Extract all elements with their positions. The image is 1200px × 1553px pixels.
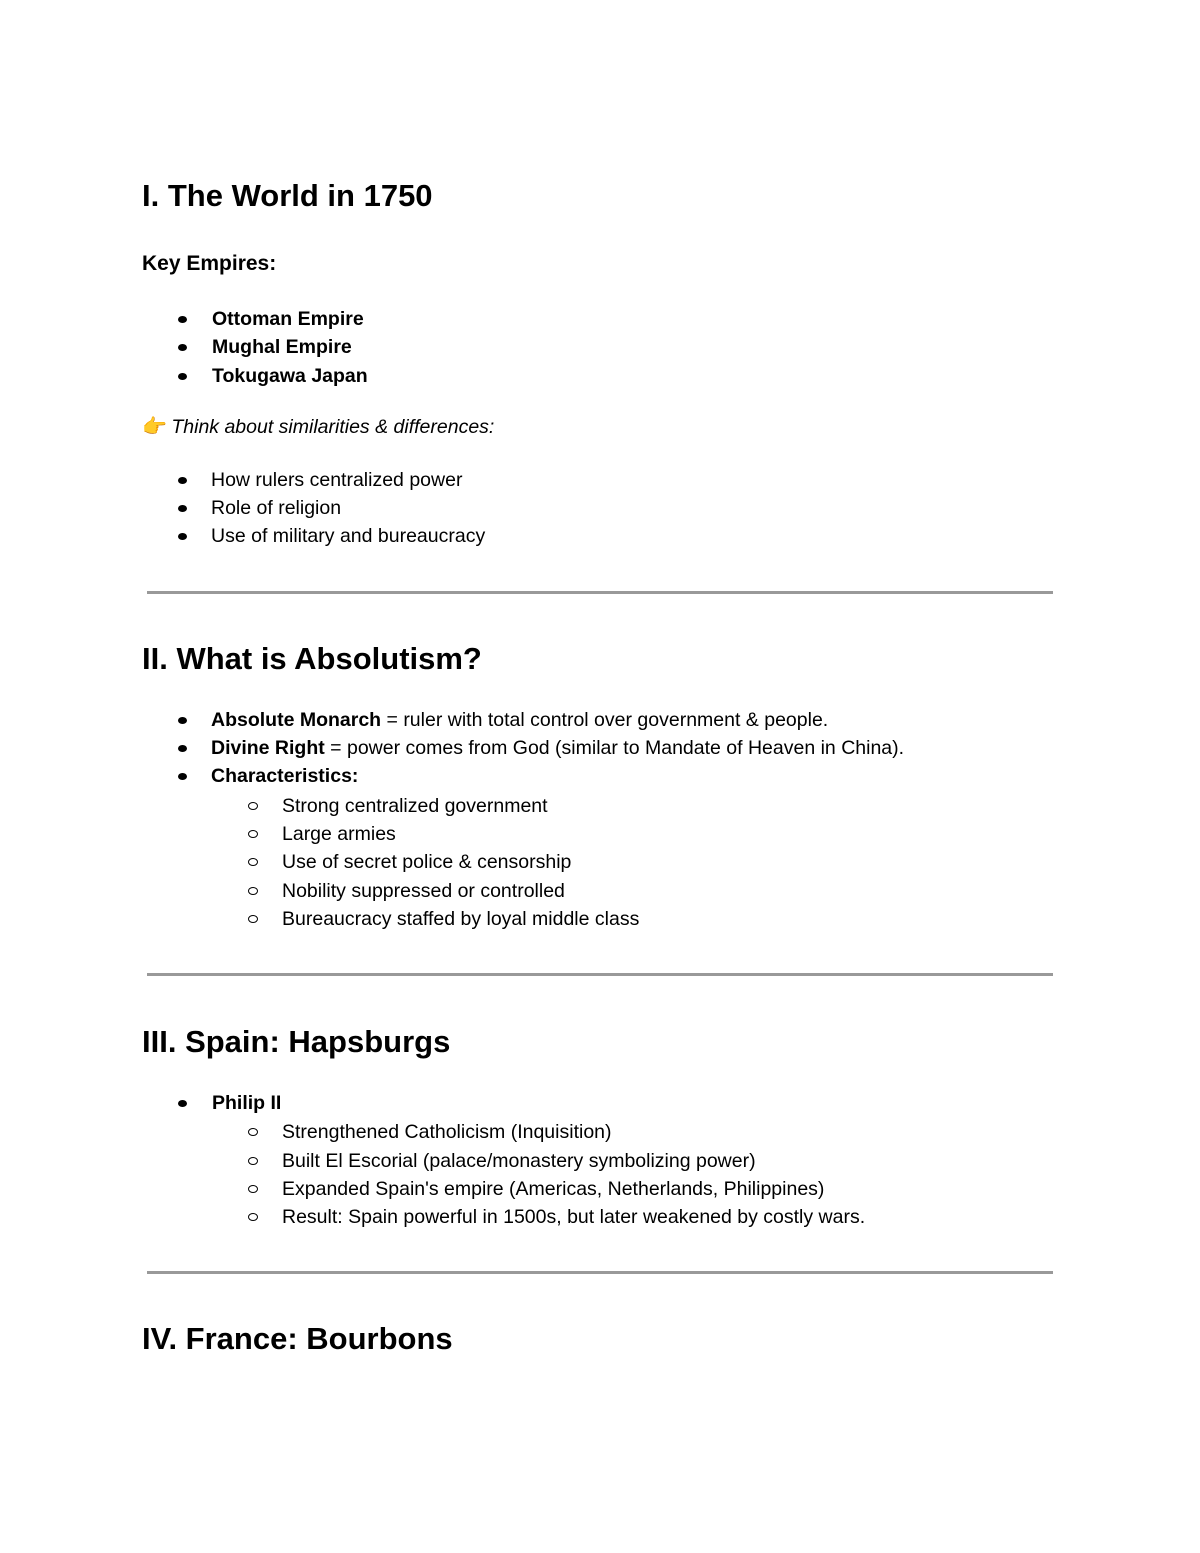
list-item: Tokugawa Japan xyxy=(212,365,368,387)
bullet-circle xyxy=(248,1128,258,1136)
list-item: Large armies xyxy=(282,823,396,845)
key-empires-subhead: Key Empires: xyxy=(142,252,277,275)
section-3-title: III. Spain: Hapsburgs xyxy=(142,1024,451,1059)
bullet-disc xyxy=(178,316,187,323)
bullet-disc xyxy=(178,477,187,484)
bullet-disc xyxy=(178,745,187,752)
bullet-circle xyxy=(248,1185,258,1193)
bullet-disc xyxy=(178,373,187,380)
term: Characteristics: xyxy=(211,765,359,787)
list-item: Result: Spain powerful in 1500s, but later weakened by costly wars. xyxy=(282,1206,866,1228)
bullet-circle xyxy=(248,887,258,895)
bullet-circle xyxy=(248,1213,258,1221)
list-item: Philip II xyxy=(212,1092,282,1114)
bullet-circle xyxy=(248,802,258,810)
section-4-title: IV. France: Bourbons xyxy=(142,1321,453,1356)
bullet-disc xyxy=(178,505,187,512)
pointing-hand-icon: 👉 xyxy=(142,416,167,438)
bullet-disc xyxy=(178,1100,187,1107)
list-item: Expanded Spain's empire (Americas, Netherlands, Philippines) xyxy=(282,1178,825,1200)
list-item: Bureaucracy staffed by loyal middle class xyxy=(282,908,640,930)
bullet-disc xyxy=(178,344,187,351)
bullet-circle xyxy=(248,915,258,923)
list-item xyxy=(211,708,828,732)
prompt-line xyxy=(142,415,494,439)
list-item xyxy=(211,736,904,760)
horizontal-divider xyxy=(147,591,1053,594)
bullet-circle xyxy=(248,1157,258,1165)
bullet-circle xyxy=(248,858,258,866)
list-item: Built El Escorial (palace/monastery symbolizing power) xyxy=(282,1150,756,1172)
list-item: Role of religion xyxy=(211,497,342,519)
term: Divine Right xyxy=(211,737,325,759)
bullet-disc xyxy=(178,717,187,724)
definition: = ruler with total control over government & people. xyxy=(381,709,829,731)
list-item: How rulers centralized power xyxy=(211,469,463,491)
section-1-title: I. The World in 1750 xyxy=(142,178,433,213)
list-item: Mughal Empire xyxy=(212,336,352,358)
list-item: Use of secret police & censorship xyxy=(282,851,572,873)
list-item xyxy=(211,764,358,788)
list-item: Use of military and bureaucracy xyxy=(211,525,486,547)
list-item: Ottoman Empire xyxy=(212,308,364,330)
list-item: Strong centralized government xyxy=(282,795,548,817)
bullet-circle xyxy=(248,830,258,838)
list-item: Nobility suppressed or controlled xyxy=(282,880,565,902)
bullet-disc xyxy=(178,773,187,780)
horizontal-divider xyxy=(147,973,1053,976)
list-item: Strengthened Catholicism (Inquisition) xyxy=(282,1121,612,1143)
horizontal-divider xyxy=(147,1271,1053,1274)
definition: = power comes from God (similar to Mandate of Heaven in China). xyxy=(324,737,905,759)
prompt-text: Think about similarities & differences: xyxy=(171,416,495,438)
bullet-disc xyxy=(178,533,187,540)
section-2-title: II. What is Absolutism? xyxy=(142,641,482,676)
term: Absolute Monarch xyxy=(211,709,382,731)
